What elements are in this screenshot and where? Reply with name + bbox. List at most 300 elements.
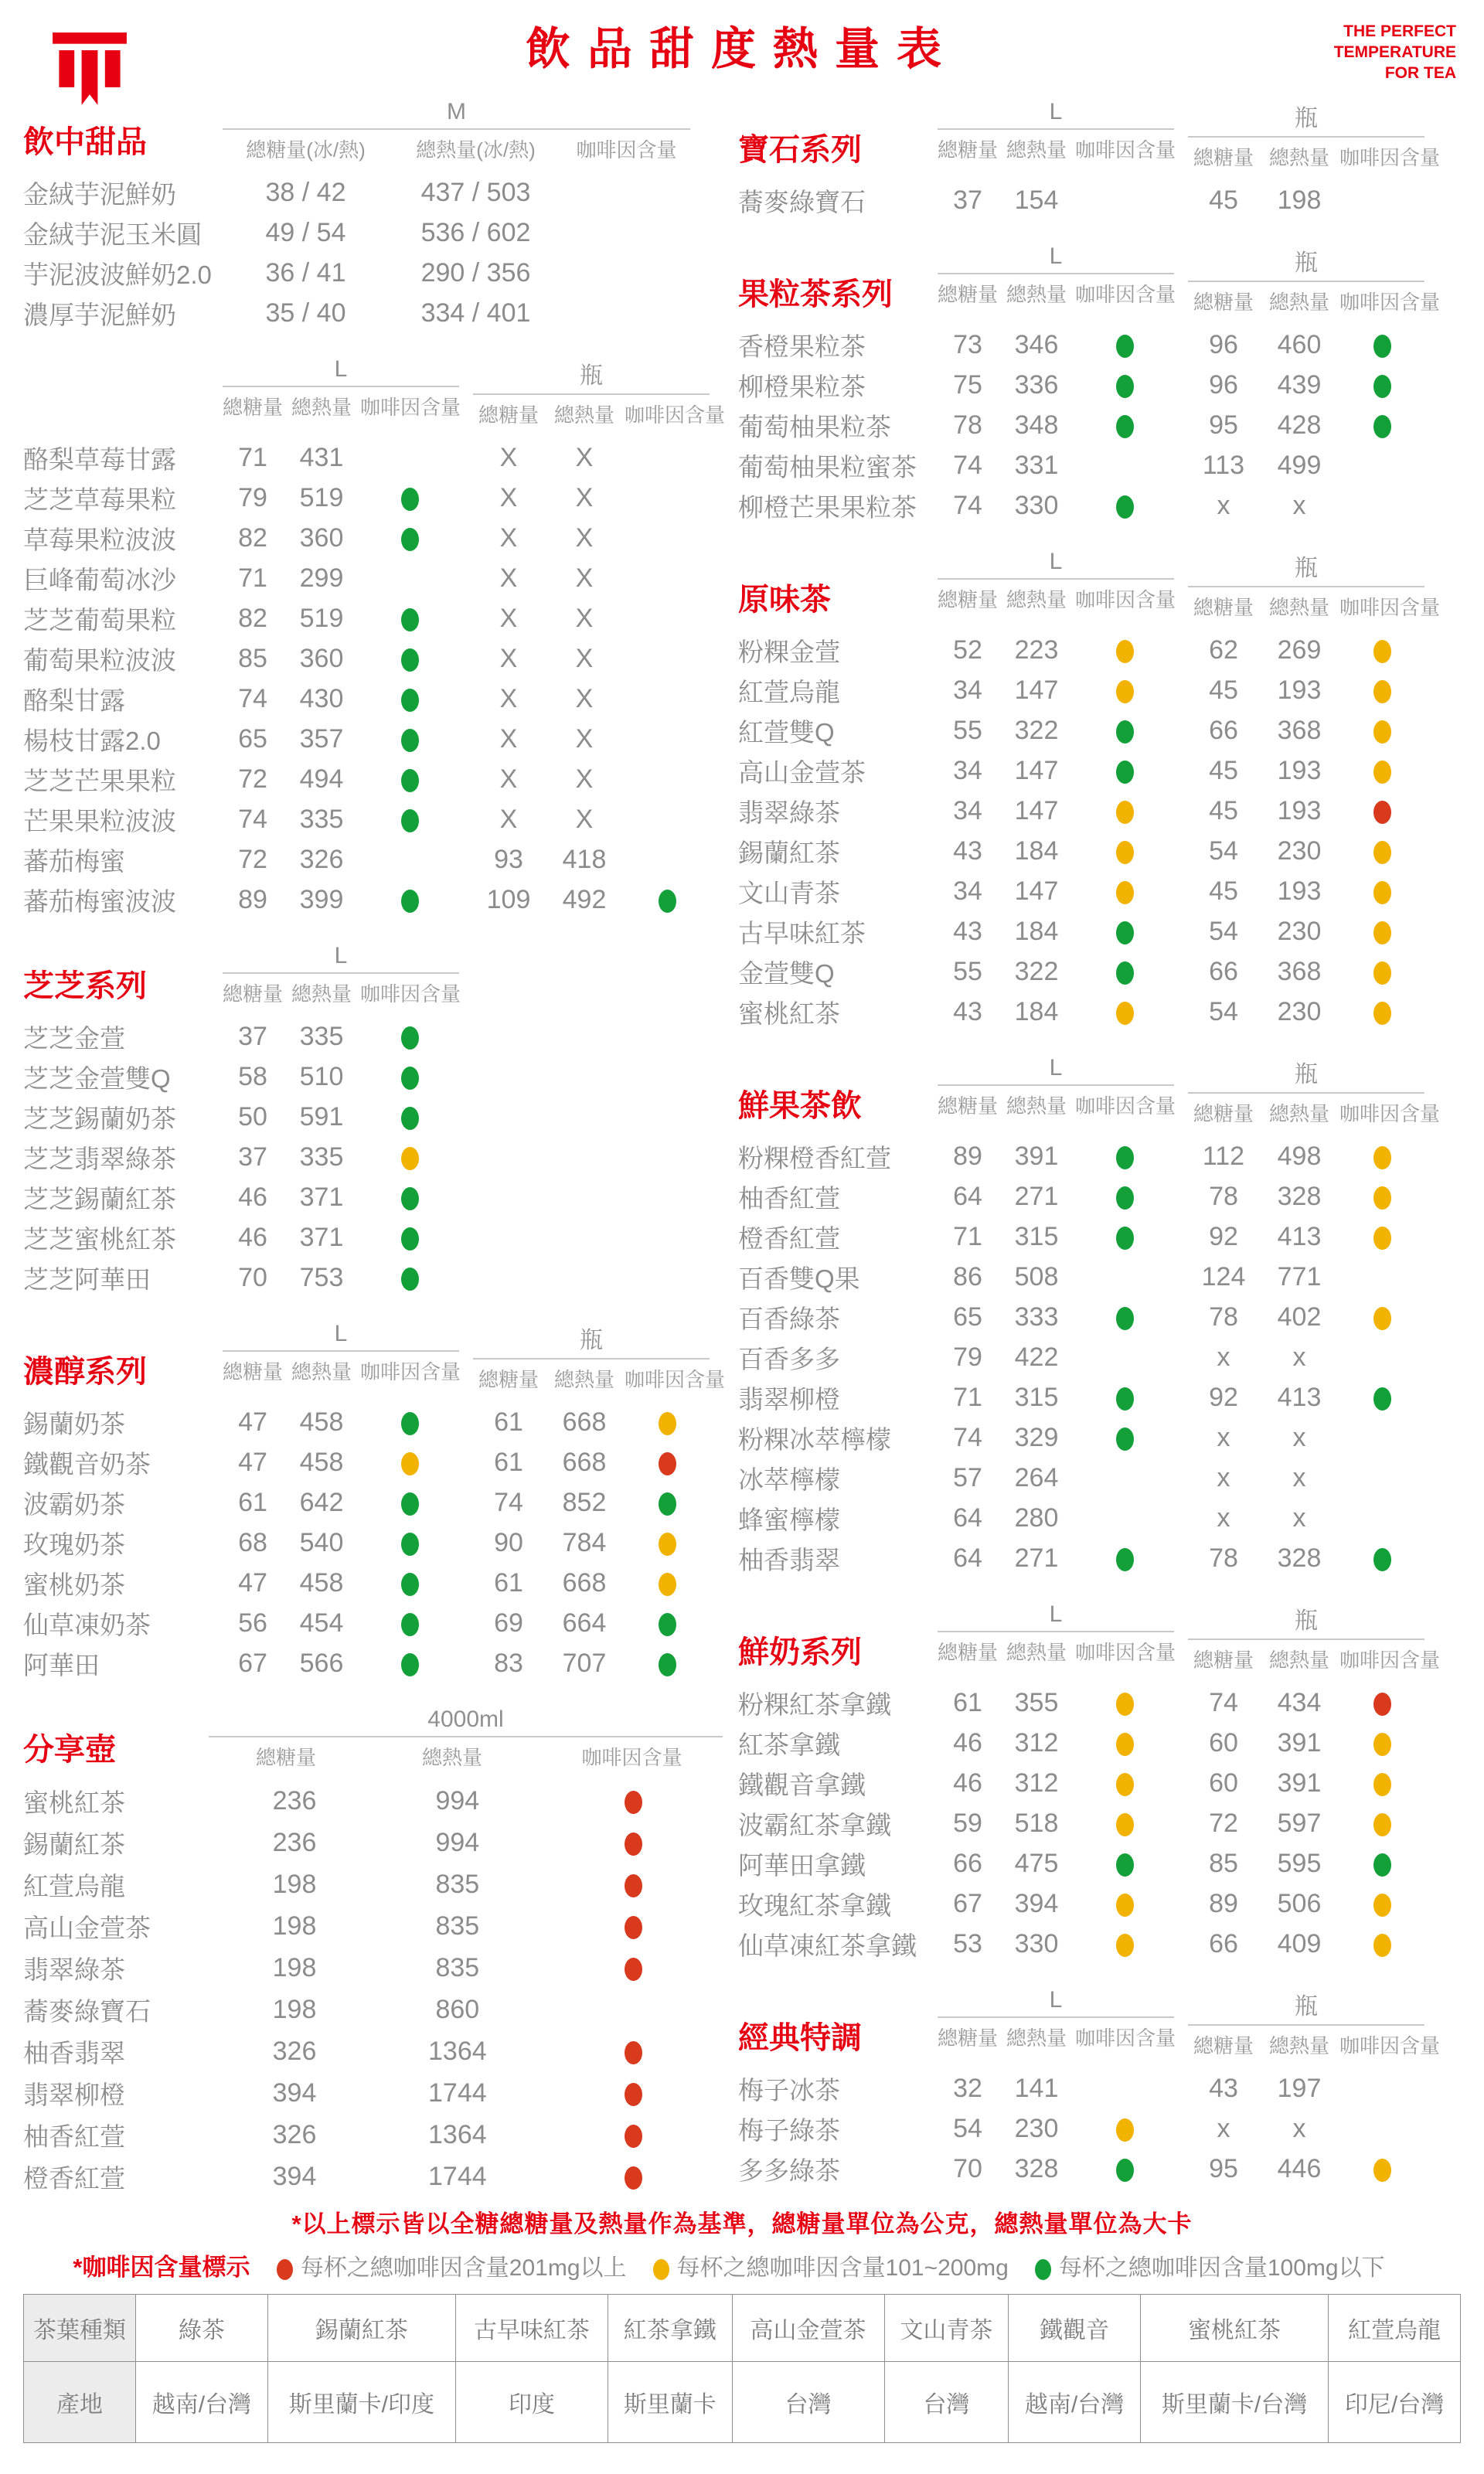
bottle-caffeine-indicator	[1339, 1889, 1424, 1919]
bottle-calorie-value: 328	[1277, 1181, 1322, 1211]
large-sugar-value: 34	[953, 755, 982, 785]
bottle-calorie-value: 446	[1277, 2153, 1322, 2183]
menu-row	[738, 2149, 1465, 2189]
caffeine-dot-green	[401, 648, 419, 672]
caffeine-indicator	[545, 1870, 723, 1900]
large-calorie-value: 518	[1014, 1808, 1059, 1838]
bottle-calorie-value: 668	[562, 1447, 607, 1477]
origin-table-header-row	[24, 2295, 1461, 2362]
bottle-sugar-value: 61	[494, 1567, 523, 1598]
size-label: 4000ml	[427, 1707, 504, 1732]
large-sugar-value: 34	[953, 876, 982, 906]
page-title: 飲品甜度熱量表	[525, 24, 959, 74]
bottle-sugar-value: 69	[494, 1608, 523, 1638]
column-header: 總熱量	[1268, 146, 1329, 169]
column-headers	[1188, 587, 1441, 621]
column-header: 總熱量	[1268, 596, 1329, 619]
drink-name: 葡萄果粒波波	[23, 645, 176, 675]
caffeine-dot-yellow	[1116, 2118, 1134, 2142]
section-header	[23, 1707, 723, 1771]
caffeine-dot-yellow	[1116, 1934, 1134, 1957]
bottle-calorie-value: 434	[1277, 1687, 1322, 1717]
column-headers	[1188, 2026, 1441, 2059]
column-header: 總糖量	[478, 403, 539, 427]
right-column	[738, 99, 1465, 2212]
large-calorie-value: 315	[1014, 1382, 1059, 1412]
bottle-caffeine-indicator	[1339, 716, 1424, 746]
caffeine-legend-text: 每杯之總咖啡因含量101~200mg	[676, 2255, 1009, 2281]
bottle-caffeine-indicator	[1339, 1182, 1424, 1212]
bottle-caffeine-indicator	[625, 1568, 710, 1598]
caffeine-indicator	[545, 1911, 723, 1941]
caffeine-dot-yellow	[1116, 801, 1134, 824]
menu-row	[23, 839, 723, 880]
large-caffeine-indicator	[1075, 1809, 1174, 1839]
drink-name: 芝芝錫蘭紅茶	[23, 1184, 176, 1213]
drink-name: 芋泥波波鮮奶2.0	[23, 260, 212, 289]
large-calorie-value: 540	[299, 1527, 344, 1557]
drink-name: 百香綠茶	[738, 1304, 840, 1333]
menu-row	[738, 791, 1465, 831]
column-header: 總熱量	[1006, 2027, 1067, 2050]
caffeine-dot-red	[1373, 1693, 1391, 1716]
sugar-value: 198	[272, 1911, 317, 1941]
drink-name: 翡翠綠茶	[23, 1955, 125, 1984]
column-header: 總熱量	[291, 1360, 352, 1383]
drink-name: 巨峰葡萄冰沙	[23, 565, 176, 594]
bottle-calorie-value: 668	[562, 1567, 607, 1598]
caffeine-dot-red	[1373, 801, 1391, 824]
drink-name: 多多綠茶	[738, 2156, 840, 2185]
drink-name: 酪梨草莓甘露	[23, 444, 176, 474]
bottle-sugar-value: 112	[1202, 1141, 1245, 1171]
large-calorie-value: 333	[1014, 1302, 1059, 1332]
menu-row	[23, 293, 723, 333]
caffeine-dot-green	[401, 608, 419, 631]
caffeine-legend-item	[653, 2255, 1009, 2281]
column-headers	[223, 130, 690, 163]
menu-row	[23, 518, 723, 558]
large-sugar-value: 79	[238, 482, 267, 512]
bottle-calorie-value: x	[1292, 1502, 1306, 1533]
menu-row	[23, 1603, 723, 1643]
drink-name: 阿華田拿鐵	[738, 1850, 866, 1880]
column-headers	[473, 1360, 726, 1393]
caffeine-dot-yellow	[1116, 1773, 1134, 1796]
column-headers	[938, 274, 1174, 308]
large-calorie-value: 394	[1014, 1888, 1059, 1918]
caffeine-dot-green	[1116, 1387, 1134, 1411]
bottle-calorie-value: 506	[1277, 1888, 1322, 1918]
drink-name: 翡翠柳橙	[23, 2080, 125, 2109]
menu-row	[23, 478, 723, 518]
caffeine-dot-yellow	[1116, 1813, 1134, 1836]
large-calorie-value: 335	[299, 804, 344, 834]
large-calorie-value: 299	[299, 563, 344, 593]
size-label: L	[1049, 99, 1063, 124]
caffeine-dot-yellow	[1373, 1813, 1391, 1836]
drink-name: 紅萱烏龍	[23, 1871, 125, 1901]
size-group-bottle	[1188, 549, 1441, 621]
bottle-caffeine-indicator	[1339, 1222, 1424, 1252]
large-sugar-value: 32	[953, 2073, 982, 2103]
section-rows	[738, 630, 1465, 1032]
size-group-large	[223, 356, 459, 428]
large-calorie-value: 510	[299, 1061, 344, 1091]
bottle-calorie-value: 852	[562, 1487, 607, 1517]
menu-row	[23, 213, 723, 253]
caffeine-dot-green	[659, 1613, 676, 1636]
origin-table-cell: 綠茶	[136, 2295, 268, 2362]
drink-name: 草莓果粒波波	[23, 525, 176, 554]
column-header: 咖啡因含量	[360, 396, 461, 419]
caffeine-dot-red	[625, 2125, 642, 2148]
bottle-sugar-value: X	[499, 764, 518, 794]
menu-row	[738, 325, 1465, 365]
bottle-calorie-value: 439	[1277, 369, 1322, 400]
column-header: 總熱量	[291, 982, 352, 1006]
size-label: 瓶	[1295, 106, 1318, 131]
section-header	[738, 243, 1465, 315]
menu-row	[738, 1458, 1465, 1498]
column-header: 總糖量	[1193, 1649, 1254, 1672]
bottle-calorie-value: 193	[1277, 795, 1322, 825]
large-calorie-value: 346	[1014, 329, 1059, 359]
bottle-caffeine-indicator	[625, 1488, 710, 1518]
large-sugar-value: 74	[953, 450, 982, 480]
large-calorie-value: 335	[299, 1021, 344, 1051]
bottle-calorie-value: 664	[562, 1608, 607, 1638]
drink-name: 錫蘭紅茶	[23, 1829, 125, 1859]
bottle-calorie-value: 771	[1277, 1261, 1322, 1291]
bottle-sugar-value: 45	[1209, 755, 1238, 785]
caffeine-dot-green	[1116, 1227, 1134, 1250]
large-caffeine-indicator	[1075, 917, 1174, 947]
caffeine-dot-yellow	[1116, 841, 1134, 864]
column-header: 總熱量	[1268, 291, 1329, 314]
column-header: 總熱量	[553, 1368, 614, 1391]
section-title: 果粒茶系列	[738, 277, 893, 311]
size-label: 瓶	[580, 363, 603, 389]
calorie-value: 1744	[428, 2161, 487, 2191]
bottle-sugar-value: 78	[1209, 1302, 1238, 1332]
column-header: 總糖量(冰/熱)	[246, 138, 366, 162]
large-sugar-value: 64	[953, 1502, 982, 1533]
menu-row	[738, 180, 1465, 220]
column-headers	[473, 395, 726, 428]
large-calorie-value: 280	[1014, 1502, 1059, 1533]
section-fruit-bits-tea-series	[738, 243, 1465, 526]
size-label: L	[334, 356, 348, 382]
bottle-sugar-value: 74	[1209, 1687, 1238, 1717]
drink-name: 紅茶拿鐵	[738, 1730, 840, 1759]
calorie-ice-hot-value: 536 / 602	[420, 217, 531, 247]
menu-row	[23, 1257, 723, 1298]
bottle-calorie-value: x	[1292, 490, 1306, 520]
caffeine-dot-green	[659, 890, 676, 913]
bottle-caffeine-indicator	[1339, 756, 1424, 786]
menu-row	[738, 1337, 1465, 1377]
large-caffeine-indicator	[1075, 1383, 1174, 1413]
column-header: 咖啡因含量	[1075, 1094, 1176, 1118]
size-groups	[223, 356, 726, 428]
large-sugar-value: 43	[953, 916, 982, 946]
column-headers	[223, 387, 459, 420]
bottle-calorie-value: 409	[1277, 1928, 1322, 1958]
bottle-calorie-value: X	[575, 723, 594, 754]
large-calorie-value: 184	[1014, 916, 1059, 946]
large-sugar-value: 46	[953, 1768, 982, 1798]
tea-origin-table	[23, 2294, 1461, 2443]
drink-name: 柚香紅萱	[738, 1183, 840, 1213]
column-headers	[223, 974, 459, 1007]
origin-table-cell: 高山金萱茶	[732, 2295, 884, 2362]
large-calorie-value: 264	[1014, 1462, 1059, 1492]
drink-name: 芝芝金萱	[23, 1023, 125, 1053]
large-sugar-value: 59	[953, 1808, 982, 1838]
drink-name: 粉粿紅茶拿鐵	[738, 1690, 891, 1719]
size-group-large	[938, 1987, 1174, 2059]
large-calorie-value: 371	[299, 1182, 344, 1212]
large-caffeine-indicator	[1075, 1423, 1174, 1453]
bottle-sugar-value: 92	[1209, 1221, 1238, 1251]
drink-name: 文山青茶	[738, 878, 840, 907]
menu-row	[23, 1097, 723, 1137]
caffeine-legend-text: 每杯之總咖啡因含量201mg以上	[300, 2255, 627, 2281]
size-label: M	[447, 99, 466, 124]
large-sugar-value: 47	[238, 1567, 267, 1598]
bottle-calorie-value: X	[575, 643, 594, 673]
caffeine-legend-item	[277, 2255, 627, 2281]
section-title: 寶石系列	[738, 133, 862, 167]
bottle-sugar-value: 66	[1209, 1928, 1238, 1958]
caffeine-dot-green	[401, 488, 419, 511]
caffeine-dot-green	[659, 1492, 676, 1516]
size-label: L	[1049, 549, 1063, 574]
caffeine-dot-green	[1116, 961, 1134, 985]
bottle-sugar-value: X	[499, 522, 518, 553]
menu-row	[23, 1989, 723, 2030]
bottle-caffeine-indicator	[1339, 1728, 1424, 1758]
section-title: 濃醇系列	[23, 1355, 147, 1389]
section-rows	[738, 1136, 1465, 1578]
menu-row	[738, 992, 1465, 1032]
drink-name: 柚香翡翠	[23, 2038, 125, 2067]
caffeine-dot-red	[625, 1791, 642, 1814]
menu-row	[738, 2108, 1465, 2149]
menu-row	[23, 437, 723, 478]
bottle-calorie-value: X	[575, 603, 594, 633]
column-header: 咖啡因含量	[625, 403, 726, 427]
large-caffeine-indicator	[360, 1223, 459, 1253]
bottle-sugar-value: 60	[1209, 1768, 1238, 1798]
large-sugar-value: 57	[953, 1462, 982, 1492]
caffeine-dot-red	[659, 1452, 676, 1475]
section-original-tea	[738, 549, 1465, 1032]
bottle-calorie-value: 499	[1277, 450, 1322, 480]
bottle-caffeine-indicator	[1339, 1768, 1424, 1798]
large-sugar-value: 37	[953, 185, 982, 215]
drink-name: 翡翠綠茶	[738, 798, 840, 827]
column-header: 總糖量	[938, 1641, 999, 1664]
section-title: 分享壺	[23, 1733, 116, 1767]
column-header: 總糖量	[938, 138, 999, 162]
bottle-sugar-value: 92	[1209, 1382, 1238, 1412]
large-calorie-value: 458	[299, 1447, 344, 1477]
large-caffeine-indicator	[360, 1608, 459, 1639]
drink-name: 粉粿金萱	[738, 637, 840, 666]
bottle-caffeine-indicator	[1339, 836, 1424, 866]
column-header: 咖啡因含量	[576, 138, 677, 162]
large-caffeine-indicator	[1075, 836, 1174, 866]
large-sugar-value: 61	[953, 1687, 982, 1717]
bottle-calorie-value: 230	[1277, 835, 1322, 866]
drink-name: 鐵觀音奶茶	[23, 1449, 151, 1479]
caffeine-dot-red	[277, 2259, 293, 2280]
drink-name: 芝芝芒果果粒	[23, 766, 176, 795]
bottle-caffeine-indicator	[1339, 410, 1424, 441]
bottle-calorie-value: 198	[1277, 185, 1322, 215]
drink-name: 芝芝金萱雙Q	[23, 1063, 171, 1093]
menu-row	[738, 1924, 1465, 1964]
drink-name: 錫蘭紅茶	[738, 838, 840, 867]
menu-row	[738, 1217, 1465, 1257]
menu-row	[23, 1482, 723, 1523]
caffeine-dot-red	[625, 2041, 642, 2064]
caffeine-legend-text: 每杯之總咖啡因含量100mg以下	[1058, 2255, 1385, 2281]
column-header: 總熱量	[1006, 1641, 1067, 1664]
size-label: L	[1049, 1987, 1063, 2013]
large-calorie-value: 154	[1014, 185, 1059, 215]
column-header: 咖啡因含量	[1075, 2027, 1176, 2050]
menu-row	[23, 2030, 723, 2072]
caffeine-dot-green	[401, 1653, 419, 1676]
caffeine-dot-yellow	[653, 2259, 669, 2280]
caffeine-dot-green	[401, 1227, 419, 1251]
menu-row	[738, 1498, 1465, 1538]
bottle-calorie-value: 269	[1277, 635, 1322, 665]
origin-table-cell: 越南/台灣	[1009, 2362, 1141, 2443]
large-calorie-value: 371	[299, 1222, 344, 1252]
bottle-sugar-value: 95	[1209, 410, 1238, 440]
caffeine-dot-yellow	[1116, 1733, 1134, 1756]
caffeine-dot-green	[401, 1107, 419, 1130]
menu-row	[23, 2114, 723, 2156]
drink-name: 柳橙果粒茶	[738, 372, 866, 401]
section-rows	[23, 437, 723, 920]
bottle-calorie-value: x	[1292, 2113, 1306, 2143]
size-label: L	[334, 943, 348, 968]
size-label: L	[334, 1321, 348, 1346]
menu-row	[23, 759, 723, 799]
bottle-sugar-value: X	[499, 723, 518, 754]
bottle-calorie-value: x	[1292, 1422, 1306, 1452]
column-header: 咖啡因含量	[1339, 2034, 1441, 2057]
drink-name: 蜜桃奶茶	[23, 1570, 125, 1599]
size-label: L	[1049, 1601, 1063, 1627]
origin-table-cell: 錫蘭紅茶	[267, 2295, 455, 2362]
caffeine-dot-yellow	[659, 1412, 676, 1435]
large-caffeine-indicator	[360, 523, 459, 553]
size-group-bottle	[473, 356, 726, 428]
bottle-calorie-value: 428	[1277, 410, 1322, 440]
bottle-sugar-value: 96	[1209, 369, 1238, 400]
sugar-value: 326	[272, 2036, 317, 2066]
large-calorie-value: 360	[299, 522, 344, 553]
drink-name: 蜂蜜檸檬	[738, 1505, 840, 1534]
drink-name: 翡翠柳橙	[738, 1384, 840, 1414]
menu-row	[23, 1177, 723, 1217]
menu-row	[23, 1905, 723, 1947]
footnote-basis: *以上標示皆以全糖總糖量及熱量作為基準，總糖量單位為公克，總熱量單位為大卡	[291, 2210, 1193, 2237]
caffeine-dot-yellow	[1373, 961, 1391, 985]
size-label: 瓶	[1295, 1608, 1318, 1634]
origin-table-cell: 台灣	[732, 2362, 884, 2443]
caffeine-dot-yellow	[1373, 761, 1391, 784]
large-caffeine-indicator	[360, 1448, 459, 1478]
drink-name: 高山金萱茶	[738, 757, 866, 787]
origin-table-cell: 越南/台灣	[136, 2362, 268, 2443]
large-caffeine-indicator	[360, 764, 459, 795]
caffeine-dot-green	[1373, 1548, 1391, 1571]
caffeine-dot-green	[1116, 921, 1134, 944]
large-sugar-value: 67	[238, 1648, 267, 1678]
caffeine-indicator	[545, 2120, 723, 2150]
large-caffeine-indicator	[360, 1488, 459, 1518]
column-headers	[938, 1632, 1174, 1666]
bottle-caffeine-indicator	[625, 1448, 710, 1478]
drink-name: 金萱雙Q	[738, 958, 835, 988]
caffeine-dot-green	[1035, 2259, 1051, 2280]
menu-row	[23, 719, 723, 759]
drink-name: 玫瑰紅茶拿鐵	[738, 1890, 891, 1920]
large-caffeine-indicator	[360, 1183, 459, 1213]
sugar-ice-hot-value: 36 / 41	[265, 257, 346, 288]
large-calorie-value: 519	[299, 482, 344, 512]
caffeine-dot-yellow	[1116, 1693, 1134, 1716]
caffeine-dot-yellow	[401, 1452, 419, 1475]
large-sugar-value: 82	[238, 603, 267, 633]
column-header: 總糖量	[478, 1368, 539, 1391]
large-sugar-value: 74	[238, 804, 267, 834]
large-calorie-value: 335	[299, 1142, 344, 1172]
caffeine-dot-yellow	[1373, 921, 1391, 944]
section-header	[738, 549, 1465, 621]
bottle-caffeine-indicator	[1339, 997, 1424, 1027]
column-header: 總熱量	[1006, 1094, 1067, 1118]
drink-name: 玫瑰奶茶	[23, 1530, 125, 1559]
large-caffeine-indicator	[1075, 1688, 1174, 1718]
large-calorie-value: 642	[299, 1487, 344, 1517]
bottle-sugar-value: X	[499, 442, 518, 472]
bottle-calorie-value: 597	[1277, 1808, 1322, 1838]
bottle-calorie-value: X	[575, 442, 594, 472]
bottle-caffeine-indicator	[1339, 330, 1424, 360]
column-header: 總糖量	[938, 1094, 999, 1118]
section-dessert-drinks	[23, 99, 723, 333]
drink-name: 紅萱烏龍	[738, 677, 840, 706]
column-headers	[938, 130, 1174, 163]
large-sugar-value: 55	[953, 956, 982, 986]
caffeine-dot-green	[1373, 375, 1391, 398]
large-caffeine-indicator	[360, 1142, 459, 1172]
menu-row	[23, 172, 723, 213]
origin-table-cell: 印尼/台灣	[1329, 2362, 1461, 2443]
caffeine-dot-green	[1116, 495, 1134, 519]
menu-row	[23, 1863, 723, 1905]
large-caffeine-indicator	[360, 604, 459, 634]
bottle-sugar-value: 83	[494, 1648, 523, 1678]
